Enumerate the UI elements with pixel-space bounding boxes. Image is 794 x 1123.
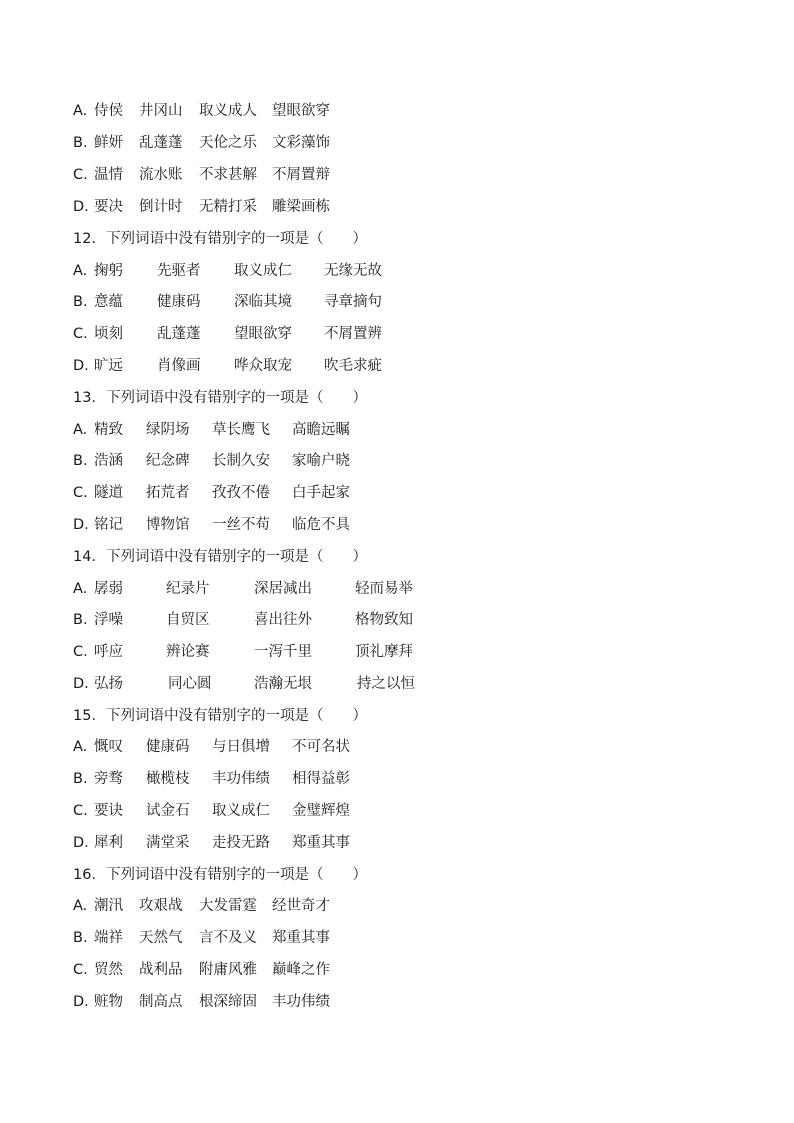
word: 雕梁画栋	[272, 199, 330, 215]
word: 肖像画	[157, 358, 201, 374]
word: 潮汛	[94, 898, 123, 914]
word: 丰功伟绩	[272, 994, 330, 1010]
word: 天伦之乐	[199, 135, 257, 151]
word: 井冈山	[139, 103, 183, 119]
word: 战利品	[139, 962, 183, 978]
word: 相得益彰	[292, 771, 350, 787]
option-letter: D.	[73, 835, 89, 851]
word: 精致	[94, 422, 123, 438]
word: 纪念碑	[146, 453, 190, 469]
option-line	[73, 100, 330, 122]
word: 望眼欲穿	[234, 326, 292, 342]
word: 倒计时	[139, 199, 183, 215]
option-line	[73, 673, 415, 695]
word: 吹毛求疵	[324, 358, 382, 374]
option-line	[73, 578, 413, 600]
option-letter: B.	[73, 135, 88, 151]
option-letter: C.	[73, 644, 88, 660]
word: 旷远	[94, 358, 123, 374]
option-line	[73, 164, 330, 186]
option-line	[73, 482, 350, 504]
option-letter: D.	[73, 517, 89, 533]
word: 孱弱	[94, 581, 123, 597]
word: 丰功伟绩	[212, 771, 270, 787]
word: 无精打采	[199, 199, 257, 215]
word: 顶礼摩拜	[355, 644, 413, 660]
word: 健康码	[157, 294, 201, 310]
word: 拓荒者	[146, 485, 190, 501]
word: 橄榄枝	[146, 771, 190, 787]
option-letter: D.	[73, 676, 89, 692]
option-line	[73, 768, 350, 790]
option-letter: C.	[73, 803, 88, 819]
word: 旁骛	[94, 771, 123, 787]
word: 铭记	[94, 517, 123, 533]
option-line	[73, 419, 350, 441]
word: 健康码	[146, 739, 190, 755]
question-stem: 13．下列词语中没有错别字的一项是（ ）	[73, 390, 367, 406]
word: 不屑置辩	[272, 167, 330, 183]
option-line	[73, 991, 330, 1013]
word: 乱蓬蓬	[157, 326, 201, 342]
word: 贸然	[94, 962, 123, 978]
word: 一泻千里	[254, 644, 312, 660]
word: 鲜妍	[94, 135, 123, 151]
option-line	[73, 895, 330, 917]
option-line	[73, 927, 330, 949]
word: 赃物	[94, 994, 123, 1010]
option-letter: A.	[73, 898, 88, 914]
option-letter: A.	[73, 263, 88, 279]
word: 深居减出	[254, 581, 312, 597]
word: 浮噪	[94, 612, 123, 628]
word: 意蕴	[94, 294, 123, 310]
word: 寻章摘句	[324, 294, 382, 310]
word: 同心圆	[168, 676, 212, 692]
option-letter: C.	[73, 167, 88, 183]
word: 一丝不苟	[212, 517, 270, 533]
word: 走投无路	[212, 835, 270, 851]
word: 言不及义	[199, 930, 257, 946]
word: 不屑置辨	[324, 326, 382, 342]
word: 轻而易举	[355, 581, 413, 597]
word: 攻艰战	[139, 898, 183, 914]
option-letter: C.	[73, 485, 88, 501]
word: 制高点	[139, 994, 183, 1010]
word: 根深缔固	[199, 994, 257, 1010]
word: 文彩藻饰	[272, 135, 330, 151]
option-line	[73, 609, 413, 631]
word: 流水账	[139, 167, 183, 183]
option-line	[73, 355, 382, 377]
word: 郑重其事	[292, 835, 350, 851]
word: 先驱者	[157, 263, 201, 279]
option-line	[73, 291, 382, 313]
question-stem: 16．下列词语中没有错别字的一项是（ ）	[73, 867, 367, 883]
word: 取义成仁	[234, 263, 292, 279]
word: 深临其境	[234, 294, 292, 310]
option-line	[73, 514, 350, 536]
word: 满堂采	[146, 835, 190, 851]
word: 望眼欲穿	[272, 103, 330, 119]
word: 端祥	[94, 930, 123, 946]
option-letter: B.	[73, 612, 88, 628]
word: 家喻户晓	[292, 453, 350, 469]
question-stem: 15．下列词语中没有错别字的一项是（ ）	[73, 708, 367, 724]
word: 博物馆	[146, 517, 190, 533]
word: 乱蓬蓬	[139, 135, 183, 151]
word: 长制久安	[212, 453, 270, 469]
question-stem: 12．下列词语中没有错别字的一项是（ ）	[73, 231, 367, 247]
option-line	[73, 832, 350, 854]
word: 金璧辉煌	[292, 803, 350, 819]
word: 持之以恒	[357, 676, 415, 692]
word: 侍侯	[94, 103, 123, 119]
word: 纪录片	[166, 581, 210, 597]
word: 自贸区	[166, 612, 210, 628]
word: 经世奇才	[272, 898, 330, 914]
word: 格物致知	[355, 612, 413, 628]
option-line	[73, 260, 382, 282]
word: 试金石	[146, 803, 190, 819]
word: 隧道	[94, 485, 123, 501]
word: 喜出往外	[254, 612, 312, 628]
option-line	[73, 641, 413, 663]
option-line	[73, 959, 330, 981]
option-letter: B.	[73, 771, 88, 787]
word: 巅峰之作	[272, 962, 330, 978]
word: 弘扬	[94, 676, 123, 692]
option-letter: A.	[73, 422, 88, 438]
option-letter: D.	[73, 199, 89, 215]
word: 孜孜不倦	[212, 485, 270, 501]
word: 犀利	[94, 835, 123, 851]
word: 呼应	[94, 644, 123, 660]
word: 郑重其事	[272, 930, 330, 946]
word: 白手起家	[292, 485, 350, 501]
word: 温情	[94, 167, 123, 183]
word: 与日俱增	[212, 739, 270, 755]
question-stem: 14．下列词语中没有错别字的一项是（ ）	[73, 549, 367, 565]
word: 浩涵	[94, 453, 123, 469]
option-letter: B.	[73, 930, 88, 946]
option-line	[73, 800, 350, 822]
word: 慨叹	[94, 739, 123, 755]
option-line	[73, 132, 330, 154]
option-letter: D.	[73, 994, 89, 1010]
word: 掬躬	[94, 263, 123, 279]
word: 天然气	[139, 930, 183, 946]
word: 不可名状	[292, 739, 350, 755]
option-line	[73, 450, 350, 472]
word: 大发雷霆	[199, 898, 257, 914]
word: 辨论赛	[166, 644, 210, 660]
option-letter: B.	[73, 294, 88, 310]
option-letter: A.	[73, 739, 88, 755]
option-letter: A.	[73, 103, 88, 119]
word: 取义成仁	[212, 803, 270, 819]
option-letter: B.	[73, 453, 88, 469]
option-line	[73, 323, 382, 345]
word: 高瞻远瞩	[292, 422, 350, 438]
option-letter: D.	[73, 358, 89, 374]
word: 浩瀚无垠	[254, 676, 312, 692]
word: 顷刻	[94, 326, 123, 342]
word: 绿阴场	[146, 422, 190, 438]
option-letter: A.	[73, 581, 88, 597]
word: 不求甚解	[199, 167, 257, 183]
word: 临危不具	[292, 517, 350, 533]
option-line	[73, 736, 350, 758]
option-letter: C.	[73, 326, 88, 342]
word: 草长鹰飞	[212, 422, 270, 438]
option-letter: C.	[73, 962, 88, 978]
word: 要决	[94, 199, 123, 215]
word: 附庸风雅	[199, 962, 257, 978]
option-line	[73, 196, 330, 218]
word: 哗众取宠	[234, 358, 292, 374]
word: 要诀	[94, 803, 123, 819]
word: 无缘无故	[324, 263, 382, 279]
word: 取义成人	[199, 103, 257, 119]
